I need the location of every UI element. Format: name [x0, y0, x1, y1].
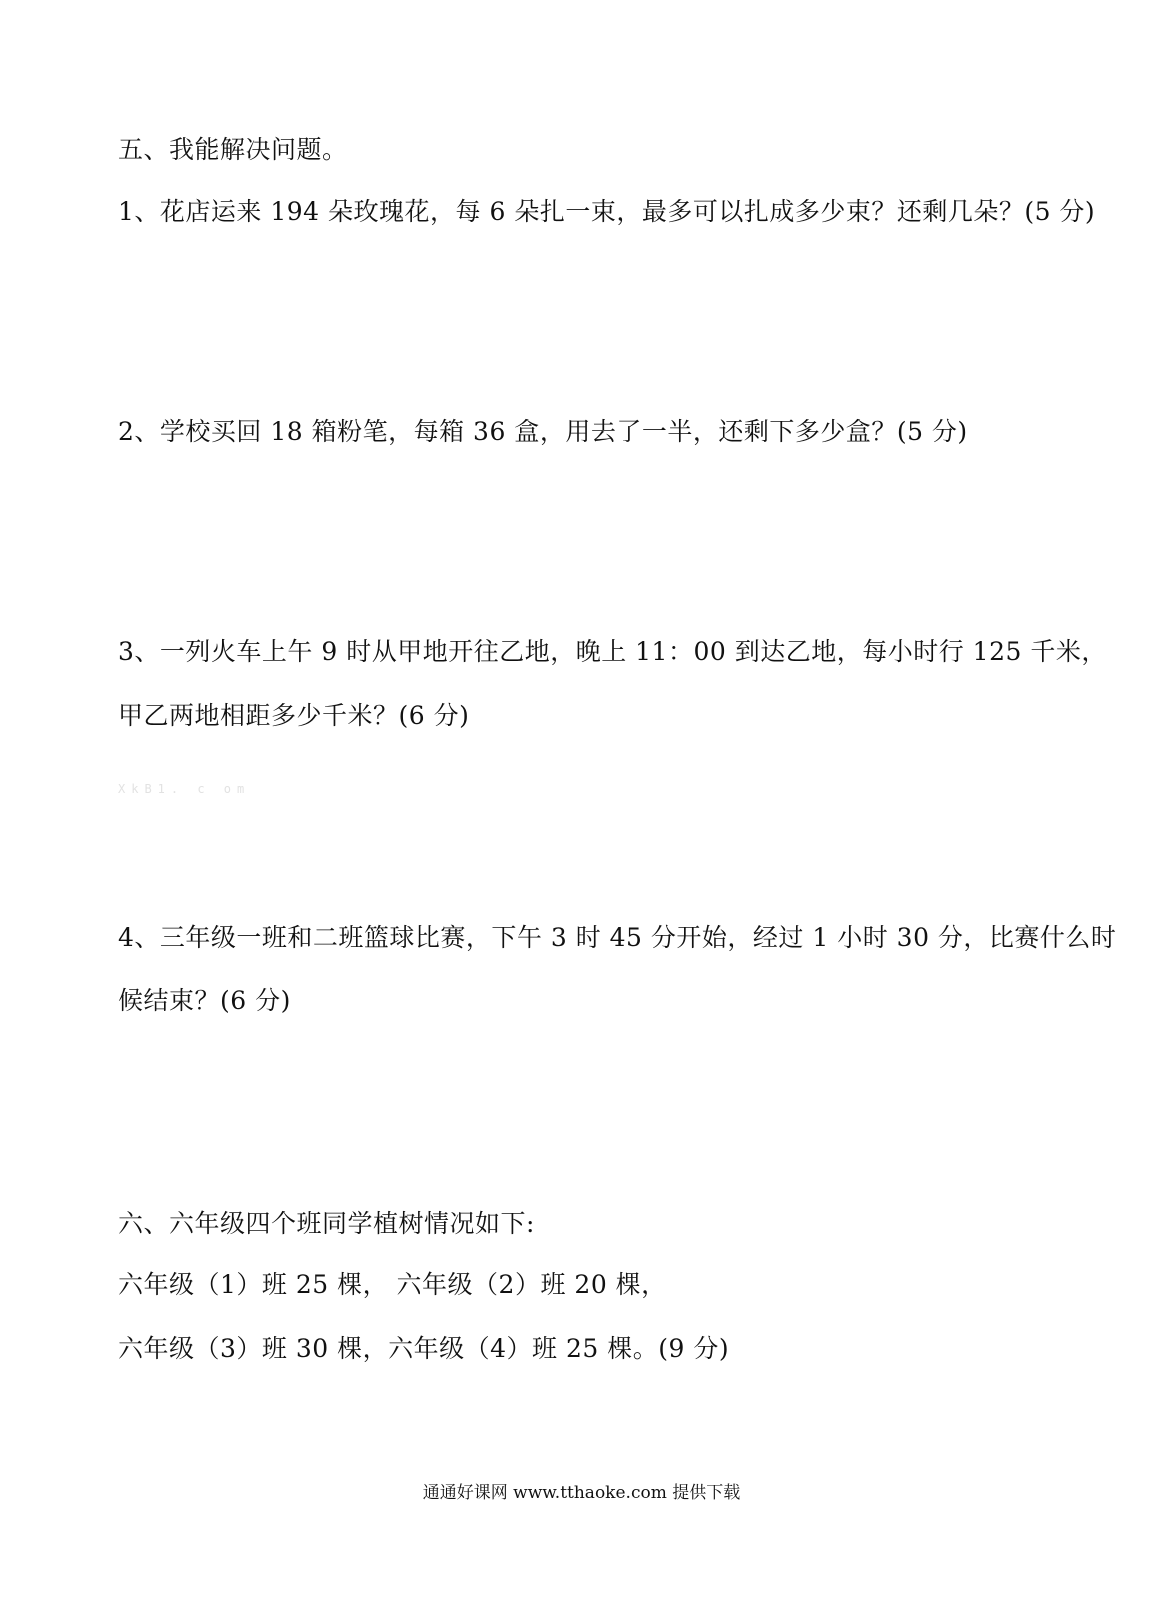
question-4-line-2: 候结束？(6 分) — [118, 986, 291, 1015]
question-1: 1、花店运来 194 朵玫瑰花，每 6 朵扎一束，最多可以扎成多少束？还剩几朵？(5 分) — [118, 197, 1096, 226]
section6-line-1: 六年级（1）班 25 棵， 六年级（2）班 20 棵， — [118, 1270, 667, 1299]
section6-line-2: 六年级（3）班 30 棵，六年级（4）班 25 棵。(9 分) — [118, 1334, 730, 1363]
footer-download-note: 通通好课网 www.tthaoke.com 提供下载 — [422, 1483, 741, 1503]
question-2: 2、学校买回 18 箱粉笔，每箱 36 盒，用去了一半，还剩下多少盒？(5 分) — [118, 417, 968, 446]
section6-heading: 六、六年级四个班同学植树情况如下: — [118, 1209, 535, 1238]
section5-heading: 五、我能解决问题。 — [118, 135, 348, 164]
watermark: XkB1. c om — [118, 782, 251, 796]
question-3-line-2: 甲乙两地相距多少千米？(6 分) — [118, 701, 470, 730]
question-3-line-1: 3、一列火车上午 9 时从甲地开往乙地，晚上 11：00 到达乙地，每小时行 125 千米， — [118, 637, 1107, 666]
question-4-line-1: 4、三年级一班和二班篮球比赛，下午 3 时 45 分开始，经过 1 小时 30 分，比赛什么时 — [118, 923, 1117, 952]
